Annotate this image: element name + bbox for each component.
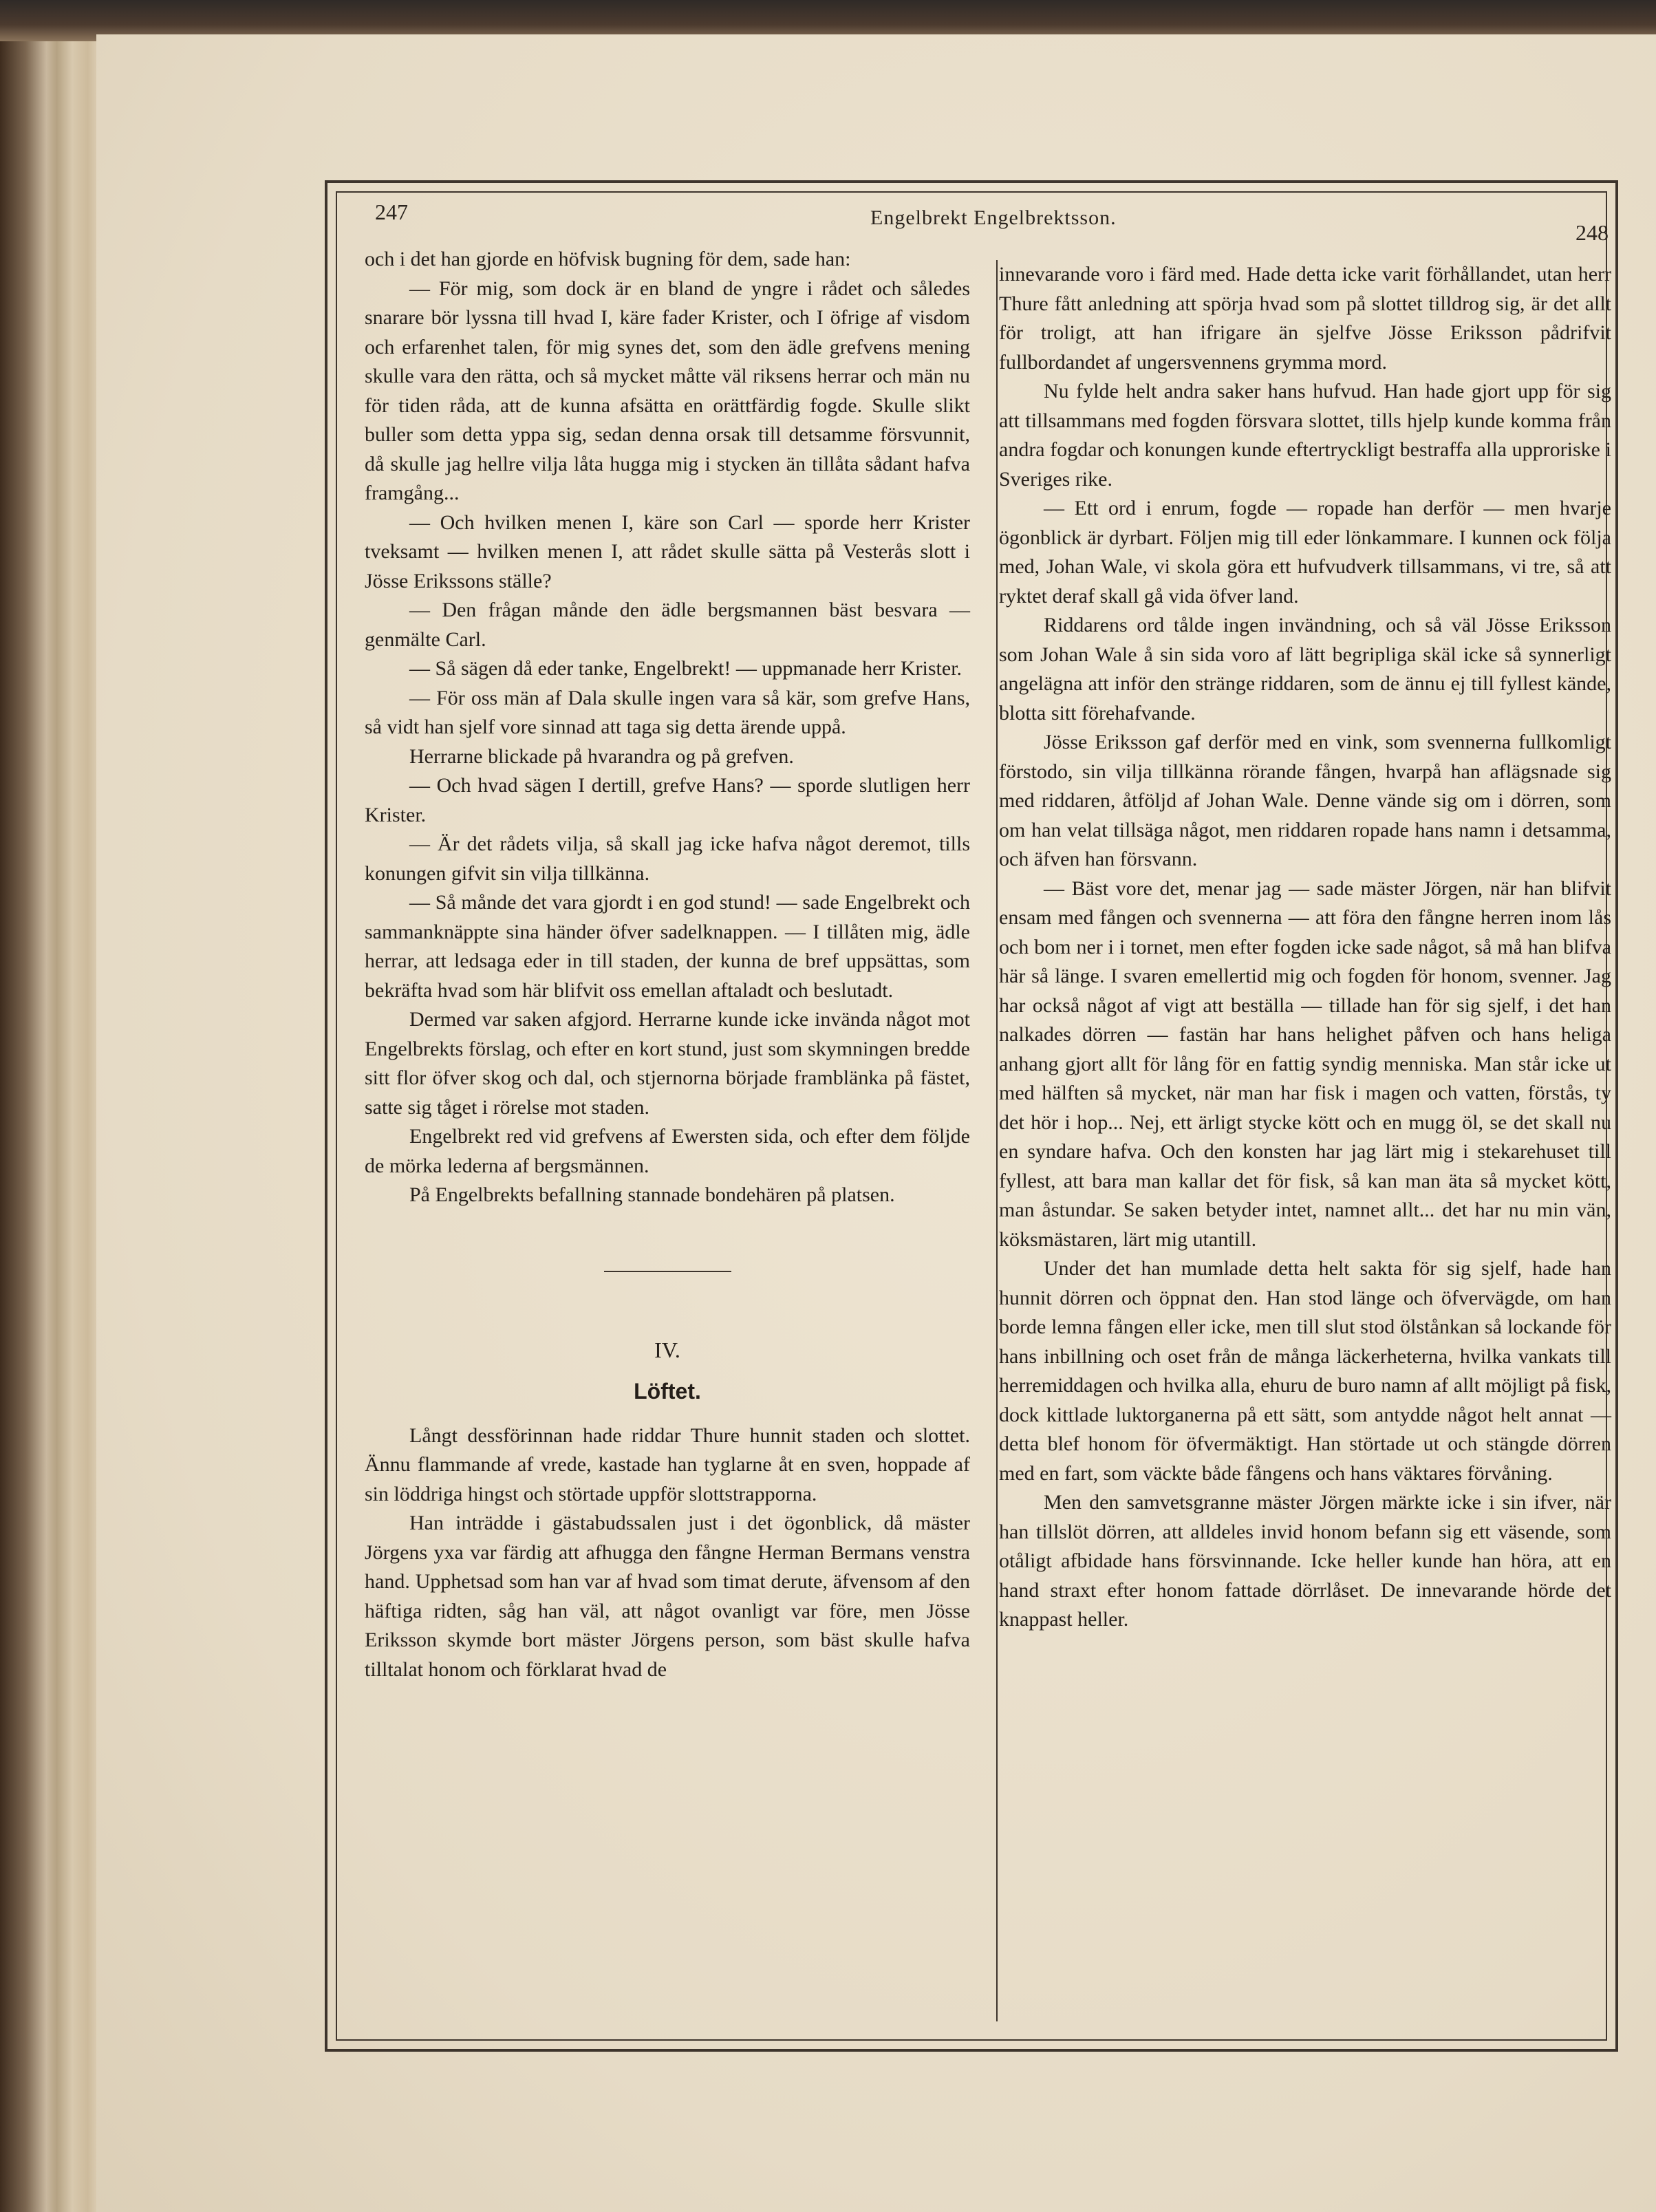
paragraph: Långt dessförinnan hade riddar Thure hunnit staden och slottet. Ännu flammande af vrede, kastade han tyglarne åt en sven, hoppade af sin löddriga hingst och störtade uppför slottstrapporna.	[365, 1424, 970, 1505]
paragraph: — Är det rådets vilja, så skall jag icke hafva något deremot, tills konungen gifvit sin vilja tillkänna.	[365, 833, 970, 885]
column-divider	[996, 260, 998, 2021]
paragraph: — För mig, som dock är en bland de yngre i rådet och således snarare bör lyssna till hvad I, käre fader Krister, och I öfrige af visdom och erfarenhet talen, för mig synes det, som den ädle grefvens mening skulle vara den rätta, och så mycket måtte väl riksens herrar och män nu för tiden råda, att de kunna afsätta en orättfärdig fogde. Skulle slikt buller som detta yppa sig, sedan denna orsak till detsamme försvunnit, då skulle jag hellre vilja låta hugga mig i stycken än tillåta sådant hafva framgång...	[365, 277, 970, 504]
paragraph: Riddarens ord tålde ingen invändning, och så väl Jösse Eriksson som Johan Wale å sin sida voro af lätt begripliga skäl icke så synnerligt angelägna att inför den stränge riddaren, som de ännu ej till fyllest kände, blotta sitt förehafvande.	[999, 614, 1611, 724]
paragraph: och i det han gjorde en höfvisk bugning för dem, sade han:	[365, 248, 851, 270]
paragraph: Jösse Eriksson gaf derför med en vink, som svennerna fullkomligt förstodo, sin vilja tillkänna rörande fången, hvarpå han aflägsnade sig med riddaren, åtföljd af Johan Wale. Denne vände sig om i dörren, som om han velat tillsäga något, men riddaren ropade hans namn i detsamma, och äfven han försvann.	[999, 731, 1611, 870]
paragraph: Herrarne blickade på hvarandra og på grefven.	[409, 744, 794, 768]
paragraph: På Engelbrekts befallning stannade bondehären på platsen.	[409, 1183, 895, 1206]
section-divider	[604, 1271, 731, 1272]
paragraph: — Och hvilken menen I, käre son Carl — sporde herr Krister tveksamt — hvilken menen I, att rådet skulle sätta på Vesterås slott i Jösse Erikssons ställe?	[365, 511, 970, 592]
paragraph: innevarande voro i färd med. Hade detta icke varit förhållandet, utan herr Thure fått anledning att spörja hvad som på slottet tilldrog sig, är det allt för troligt, att han ifrigare än sjelfve Jösse Eriksson pådrifvit fullbordandet af ungersvennens grymma mord.	[999, 263, 1611, 374]
paragraph: Men den samvetsgranne mäster Jörgen märkte icke i sin ifver, när han tillslöt dörren, att alldeles invid honom befann sig ett väsende, som otåligt afbidade hans försvinnande. Icke heller kunde han höra, att en hand straxt efter honom fattade dörrlåset. De innevarande hörde det knappast heller.	[999, 1491, 1611, 1631]
paragraph: — Och hvad sägen I dertill, grefve Hans? — sporde slutligen herr Krister.	[365, 774, 970, 826]
right-column	[999, 260, 1611, 1635]
paragraph: — Ett ord i enrum, fogde — ropade han derför — men hvarje ögonblick är dyrbart. Följen mig till eder lönkammare. I kunnen ock följa med, Johan Wale, vi skola göra ett hufvudverk tillsammans, vi tre, så att ryktet deraf skall gå vida öfver land.	[999, 497, 1611, 608]
paragraph: — Bäst vore det, menar jag — sade mäster Jörgen, när han blifvit ensam med fången och svennerna — att föra den fångne herren inom lås och bom ner i i tornet, men efter fogden icke sade något, så må han blifva här så länge. I svaren emellertid mig och fogden för honom, svenner. Jag har också något af vigt att beställa — tillade han för sig sjelf, i det han nalkades dörren — fastän har hans helighet påfven och hans heliga anhang gjort allt för lång för en fattig syndig menniska. Man står icke ut med hälften så mycket, när man har fisk i magen och vatten, förstås, ty det hör i hop... Nej, ett ärligt stycke kött och en mugg öl, se det skall nu en syndare hafva. Och den konsten har jag lärt mig i stekarehuset till fyllest, att bara man kallar det för fisk, så kan man äta så mycket kött, man åstundar. Se saken betyder intet, namnet allt... det har nu min vän, köksmästaren, lärt mig utantill.	[999, 877, 1611, 1251]
paragraph: Dermed var saken afgjord. Herrarne kunde icke invända något mot Engelbrekts förslag, och efter en kort stund, just som skymningen bredde sitt flor öfver skog och dal, och stjernorna började framblänka på fästet, satte sig tåget i rörelse mot staden.	[365, 1008, 970, 1119]
paragraph: Han inträdde i gästabudssalen just i det ögonblick, då mäster Jörgens yxa var färdig att afhugga den fångne Herman Bermans venstra hand. Upphetsad som han var af hvad som timat derute, äfvensom af den häftiga ridten, såg han väl, att något ovanligt var före, men Jösse Eriksson skymde bort mäster Jörgens person, som bäst skulle hafva tilltalat honom och förklarat hvad de	[365, 1512, 970, 1681]
chapter-number: IV.	[654, 1337, 680, 1362]
paragraph: — Den frågan månde den ädle bergsmannen bäst besvara — genmälte Carl.	[365, 599, 970, 651]
left-column	[365, 245, 970, 1684]
paragraph: — För oss män af Dala skulle ingen vara så kär, som grefve Hans, så vidt han sjelf vore sinnad att taga sig detta ärende uppå.	[365, 686, 970, 738]
book-page-edges	[0, 0, 103, 2212]
page-number-right: 248	[1576, 220, 1609, 245]
page-number-left: 247	[375, 200, 408, 224]
paragraph: — Så månde det vara gjordt i en god stund! — sade Engelbrekt och sammanknäppte sina händer öfver sadelknappen. — I tillåten mig, ädle herrar, att ledsaga eder in till staden, der kunna de bref uppsättas, som bekräfta hvad som här blifvit oss emellan aftaladt och beslutadt.	[365, 891, 970, 1002]
paragraph: Nu fylde helt andra saker hans hufvud. Han hade gjort upp för sig att tillsammans med fogden försvara slottet, tills hjelp kunde komma från andra fogdar och konungen kunde eftertryckligt bestraffa alla upproriske i Sveriges rike.	[999, 380, 1611, 491]
paragraph: Under det han mumlade detta helt sakta för sig sjelf, hade han hunnit dörren och öppnat den. Han stod länge och öfvervägde, om han borde lemna fången eller icke, men till slut stod ölstånkan så lockande för hans inbillning och oset från de många läckerheterna, hvilka vankats till herremiddagen och hvilka alla, ehuru de buro namn af allt möjligt på fisk, dock kittlade luktorganerna på ett sätt, som antydde något helt annat — detta blef honom för öfvermäktigt. Han störtade ut och stängde dörren med en fart, som väckte både fångens och hans väktares förvåning.	[999, 1257, 1611, 1485]
chapter-title: Löftet.	[634, 1379, 701, 1404]
running-head: Engelbrekt Engelbrektsson.	[870, 206, 1117, 229]
paragraph: Engelbrekt red vid grefvens af Ewersten sida, och efter dem följde de mörka lederna af bergsmännen.	[365, 1125, 970, 1177]
paragraph: — Så sägen då eder tanke, Engelbrekt! — uppmanade herr Krister.	[409, 657, 963, 680]
